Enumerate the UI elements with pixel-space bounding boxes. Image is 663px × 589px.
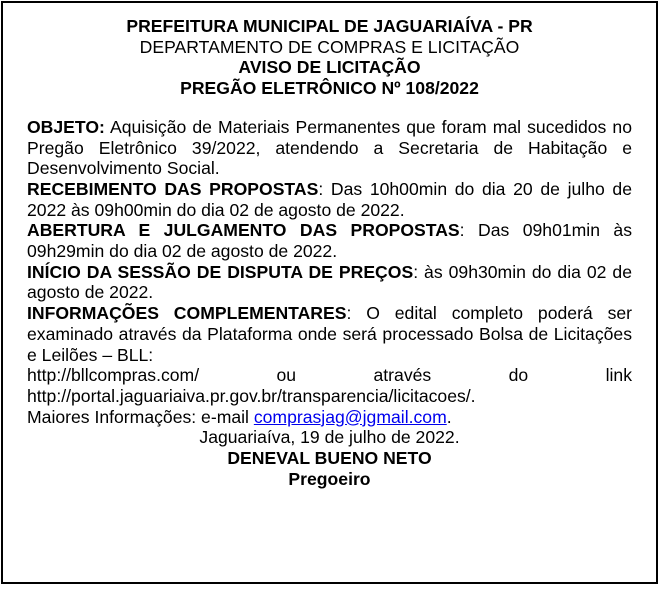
- email-link[interactable]: comprasjag@jgmail.com: [253, 406, 447, 427]
- objeto-paragraph: [27, 117, 632, 179]
- header-pregao-number: PREGÃO ELETRÔNICO Nº 108/2022: [180, 78, 479, 99]
- objeto-label: OBJETO:: [27, 116, 105, 137]
- contato-suffix: .: [446, 406, 452, 427]
- abertura-paragraph: [27, 220, 632, 261]
- signatory-role: Pregoeiro: [288, 468, 371, 489]
- header-municipality: PREFEITURA MUNICIPAL DE JAGUARIAÍVA - PR: [126, 16, 533, 36]
- informacoes-url-last: http://portal.jaguariaiva.pr.gov.br/transparencia/licitacoes/.: [27, 385, 476, 406]
- recebimento-paragraph: [27, 179, 632, 220]
- signatory-name: DENEVAL BUENO NETO: [227, 448, 432, 469]
- recebimento-text: : Das 10h00min do dia 20 de julho de 2022 às 09h00min do dia 02 de agosto de 2022.: [27, 178, 632, 220]
- informacoes-url-line: http://bllcompras.com/ ou através do link: [27, 365, 632, 386]
- informacoes-paragraph: [27, 303, 632, 365]
- place-date: Jaguariaíva, 19 de julho de 2022.: [199, 427, 460, 448]
- inicio-text: : às 09h30min do dia 02 de agosto de 2022.: [27, 261, 633, 303]
- inicio-paragraph: [27, 262, 632, 303]
- contato-line: [27, 407, 632, 428]
- header-notice-title: AVISO DE LICITAÇÃO: [238, 57, 421, 78]
- contato-prefix: Maiores Informações: e-mail: [27, 406, 254, 427]
- objeto-text: Aquisição de Materiais Permanentes que foram mal sucedidos no Pregão Eletrônico 39/2022, atendendo a Secretaria de Habitação e Desenvolvimento Social.: [27, 116, 633, 179]
- informacoes-text: : O edital completo poderá ser examinado através da Plataforma onde será processado Bolsa de Licitações e Leilões – BLL:: [27, 303, 633, 365]
- licitacao-notice: [1, 1, 658, 584]
- informacoes-label: INFORMAÇÕES COMPLEMENTARES: [27, 303, 347, 324]
- inicio-label: INÍCIO DA SESSÃO DE DISPUTA DE PREÇOS: [27, 261, 414, 282]
- abertura-label: ABERTURA E JULGAMENTO DAS PROPOSTAS: [27, 220, 460, 241]
- header-department: DEPARTAMENTO DE COMPRAS E LICITAÇÃO: [139, 36, 520, 57]
- spacer: [27, 99, 632, 117]
- recebimento-label: RECEBIMENTO DAS PROPOSTAS: [27, 178, 319, 199]
- abertura-text: : Das 09h01min às 09h29min do dia 02 de agosto de 2022.: [27, 220, 632, 262]
